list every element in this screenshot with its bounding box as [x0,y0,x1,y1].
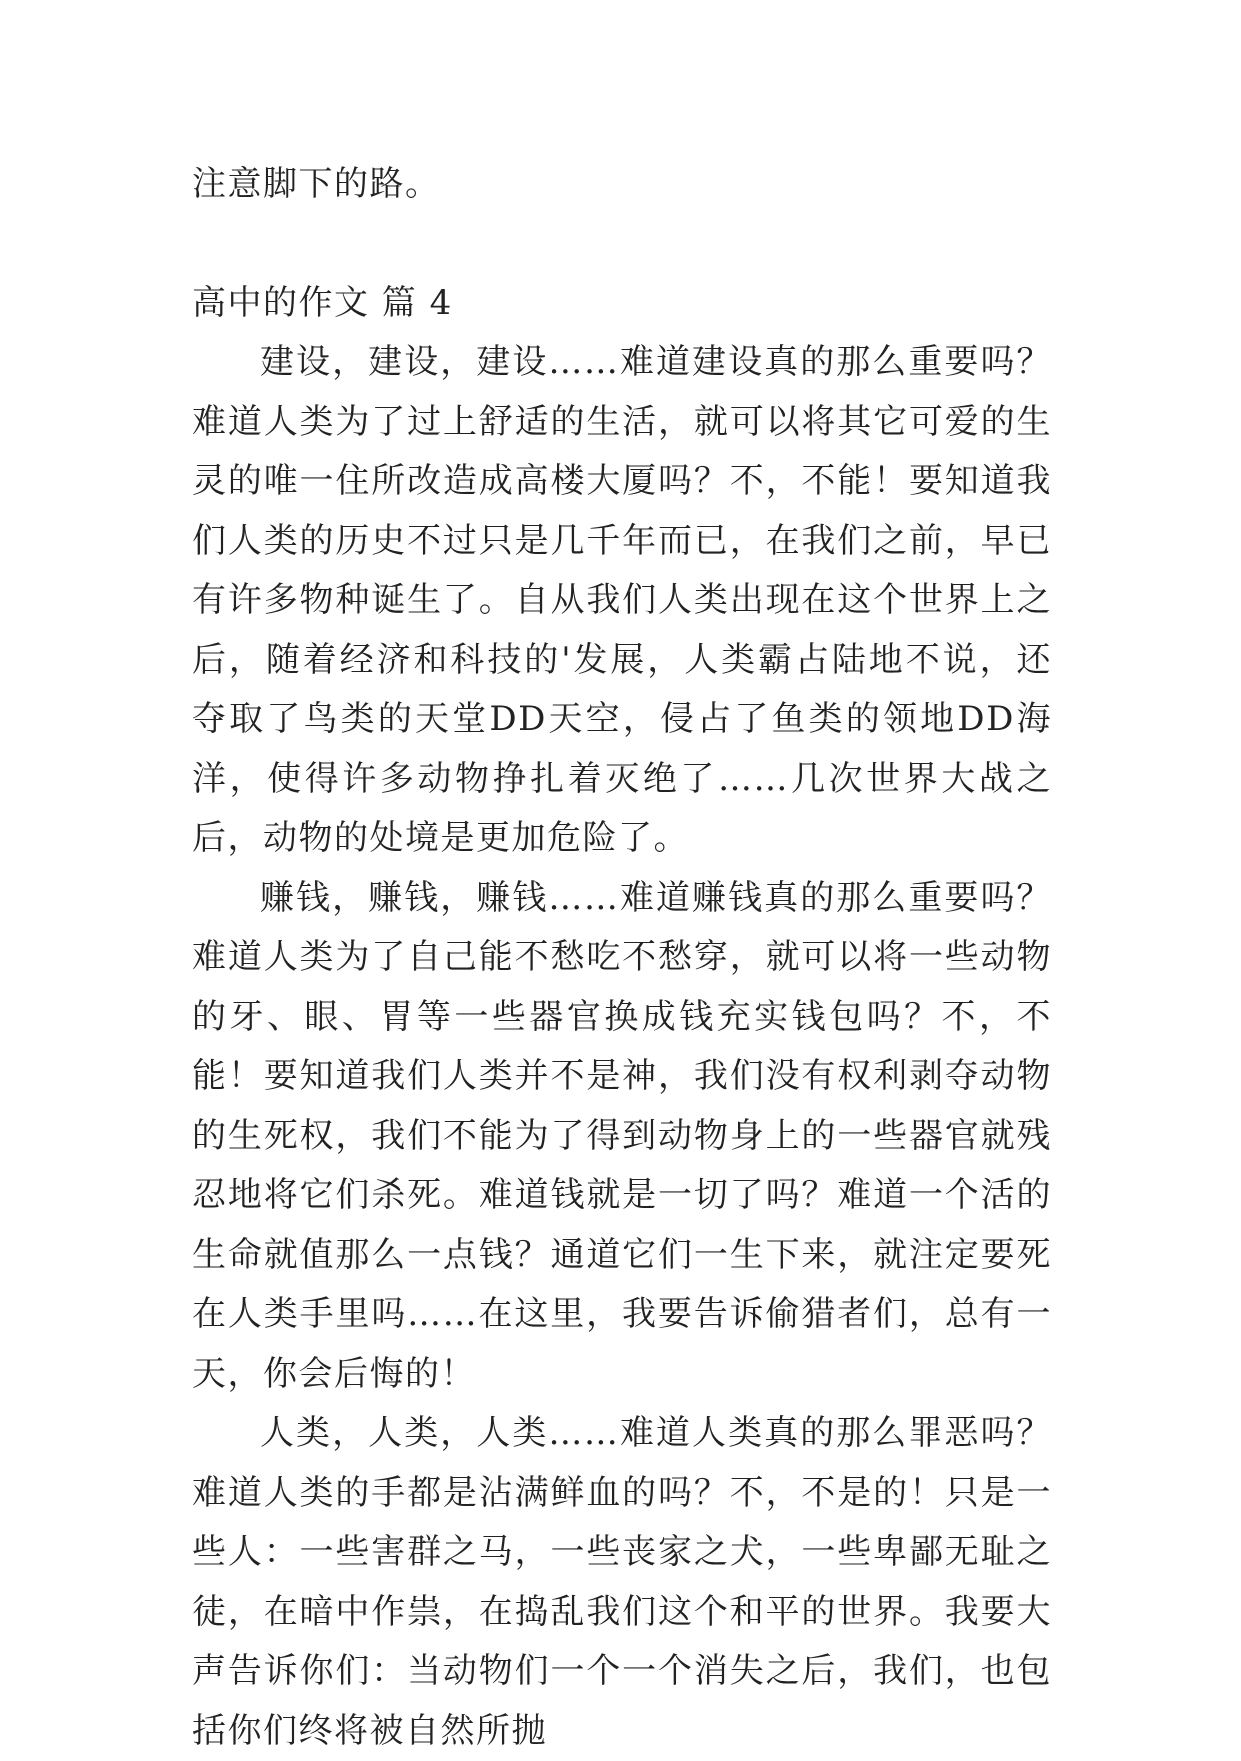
paragraph-humanity: 人类，人类，人类……难道人类真的那么罪恶吗？难道人类的手都是沾满鲜血的吗？不，不是的！只是一些人：一些害群之马，一些丧家之犬，一些卑鄙无耻之徒，在暗中作祟，在捣乱我们这个和平的世界。我要大声告诉你们：当动物们一个一个消失之后，我们，也包括你们终将被自然所抛 [192,1413,1052,1751]
document-body [192,155,1052,1761]
paragraph-construction: 建设，建设，建设……难道建设真的那么重要吗？难道人类为了过上舒适的生活，就可以将其它可爱的生灵的唯一住所改造成高楼大厦吗？不，不能！要知道我们人类的历史不过只是几千年而已，在我们之前，早已有许多物种诞生了。自从我们人类出现在这个世界上之后，随着经济和科技的'发展，人类霸占陆地不说，还夺取了鸟类的天堂DD天空，侵占了鱼类的领地DD海洋，使得许多动物挣扎着灭绝了……几次世界大战之后，动物的处境是更加危险了。 [192,342,1052,858]
previous-section-tail: 注意脚下的路。 [192,164,441,204]
paragraph-money: 赚钱，赚钱，赚钱……难道赚钱真的那么重要吗？难道人类为了自己能不愁吃不愁穿，就可以将一些动物的牙、眼、胃等一些器官换成钱充实钱包吗？不，不能！要知道我们人类并不是神，我们没有权利剥夺动物的生死权，我们不能为了得到动物身上的一些器官就残忍地将它们杀死。难道钱就是一切了吗？难道一个活的生命就值那么一点钱？通道它们一生下来，就注定要死在人类手里吗……在这里，我要告诉偷猎者们，总有一天，你会后悔的！ [192,877,1052,1394]
section-heading: 高中的作文 篇 4 [192,282,453,323]
